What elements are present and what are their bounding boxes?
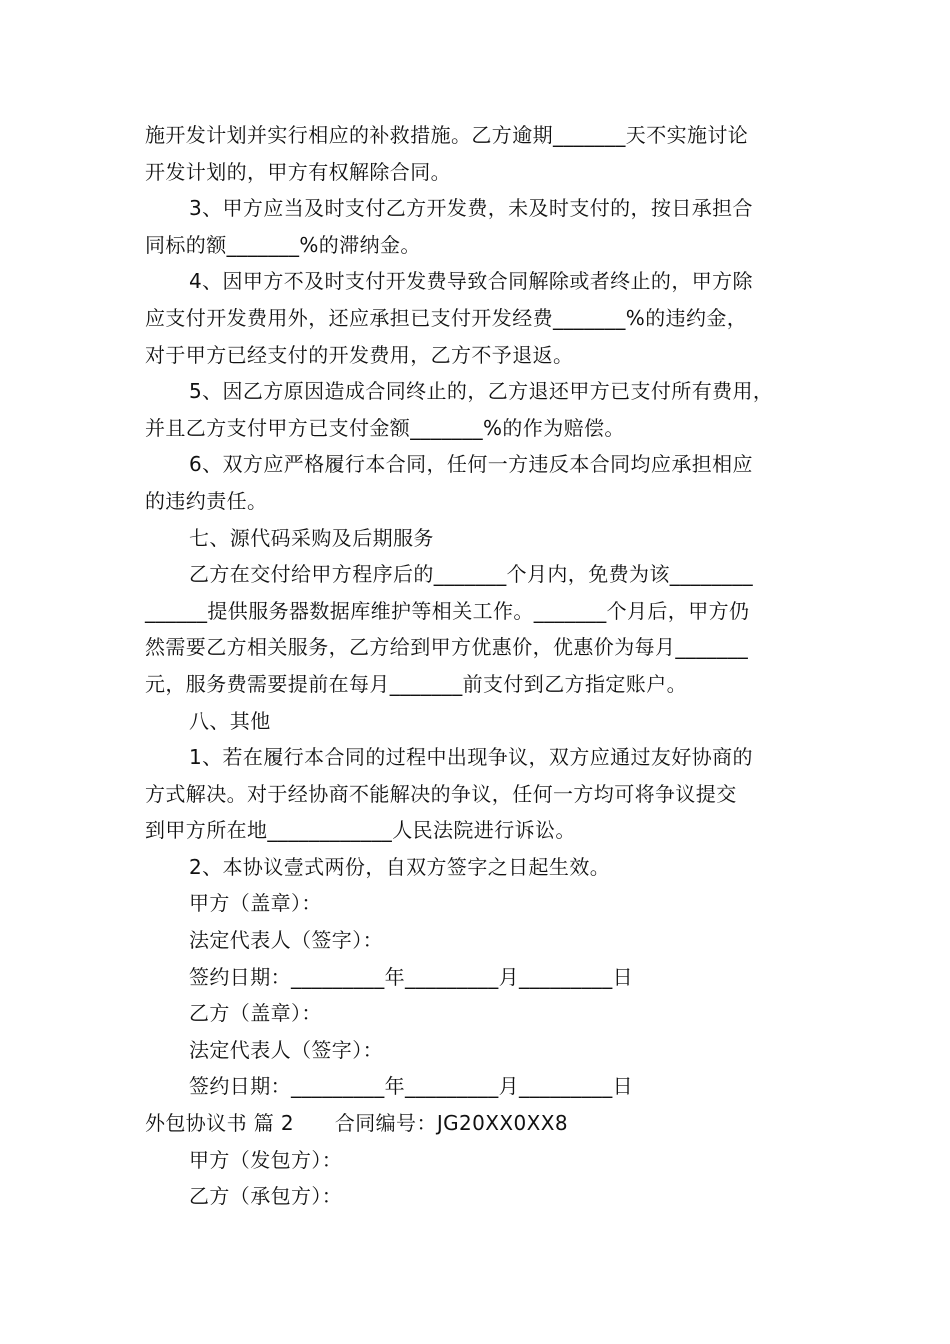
- paragraph-line: 乙方在交付给甲方程序后的_______个月内，免费为该________: [189, 562, 753, 587]
- paragraph-line: 施开发计划并实行相应的补救措施。乙方逾期_______天不实施讨论: [145, 123, 749, 147]
- paragraph-line: 方式解决。对于经协商不能解决的争议，任何一方均可将争议提交: [145, 781, 737, 806]
- paragraph-line: 6、双方应严格履行本合同，任何一方违反本合同均应承担相应: [189, 452, 753, 477]
- paragraph-line: 3、甲方应当及时支付乙方开发费，未及时支付的，按日承担合: [189, 196, 753, 221]
- signature-field: 乙方（盖章）：: [189, 1001, 322, 1026]
- signature-field: 法定代表人（签字）：: [189, 928, 383, 953]
- paragraph-line: 4、因甲方不及时支付开发费导致合同解除或者终止的，甲方除: [189, 269, 753, 294]
- paragraph-line: 开发计划的，甲方有权解除合同。: [145, 159, 451, 184]
- paragraph-line: 的违约责任。: [145, 488, 268, 513]
- party-field: 乙方（承包方）：: [189, 1184, 343, 1209]
- paragraph-line: 2、本协议壹式两份，自双方签字之日起生效。: [189, 854, 611, 879]
- document-body: [145, 117, 815, 1215]
- document-title-line: 外包协议书 篇 2 合同编号：JG20XX0XX8: [145, 1111, 568, 1136]
- signature-field: 甲方（盖章）：: [189, 891, 322, 916]
- signing-date-field: 签约日期：_________年_________月_________日: [189, 1074, 633, 1099]
- paragraph-line: 应支付开发费用外，还应承担已支付开发经费_______%的违约金，: [145, 305, 748, 330]
- paragraph-line: 1、若在履行本合同的过程中出现争议，双方应通过友好协商的: [189, 745, 753, 770]
- party-field: 甲方（发包方）：: [189, 1147, 343, 1172]
- paragraph-line: 5、因乙方原因造成合同终止的，乙方退还甲方已支付所有费用，: [189, 379, 774, 404]
- section-heading: 七、源代码采购及后期服务: [189, 525, 434, 550]
- paragraph-line: 对于甲方已经支付的开发费用，乙方不予退返。: [145, 342, 574, 367]
- paragraph-line: 到甲方所在地____________人民法院进行诉讼。: [145, 818, 576, 843]
- paragraph-line: 然需要乙方相关服务，乙方给到甲方优惠价，优惠价为每月_______: [145, 635, 749, 660]
- signing-date-field: 签约日期：_________年_________月_________日: [189, 964, 633, 989]
- signature-field: 法定代表人（签字）：: [189, 1037, 383, 1062]
- paragraph-line: 同标的额_______%的滞纳金。: [145, 232, 421, 257]
- paragraph-line: 元，服务费需要提前在每月_______前支付到乙方指定账户。: [145, 671, 687, 696]
- paragraph-line: 并且乙方支付甲方已支付金额_______%的作为赔偿。: [145, 415, 625, 440]
- paragraph-line: ______提供服务器数据库维护等相关工作。_______个月后，甲方仍: [145, 598, 750, 623]
- section-heading: 八、其他: [189, 708, 271, 733]
